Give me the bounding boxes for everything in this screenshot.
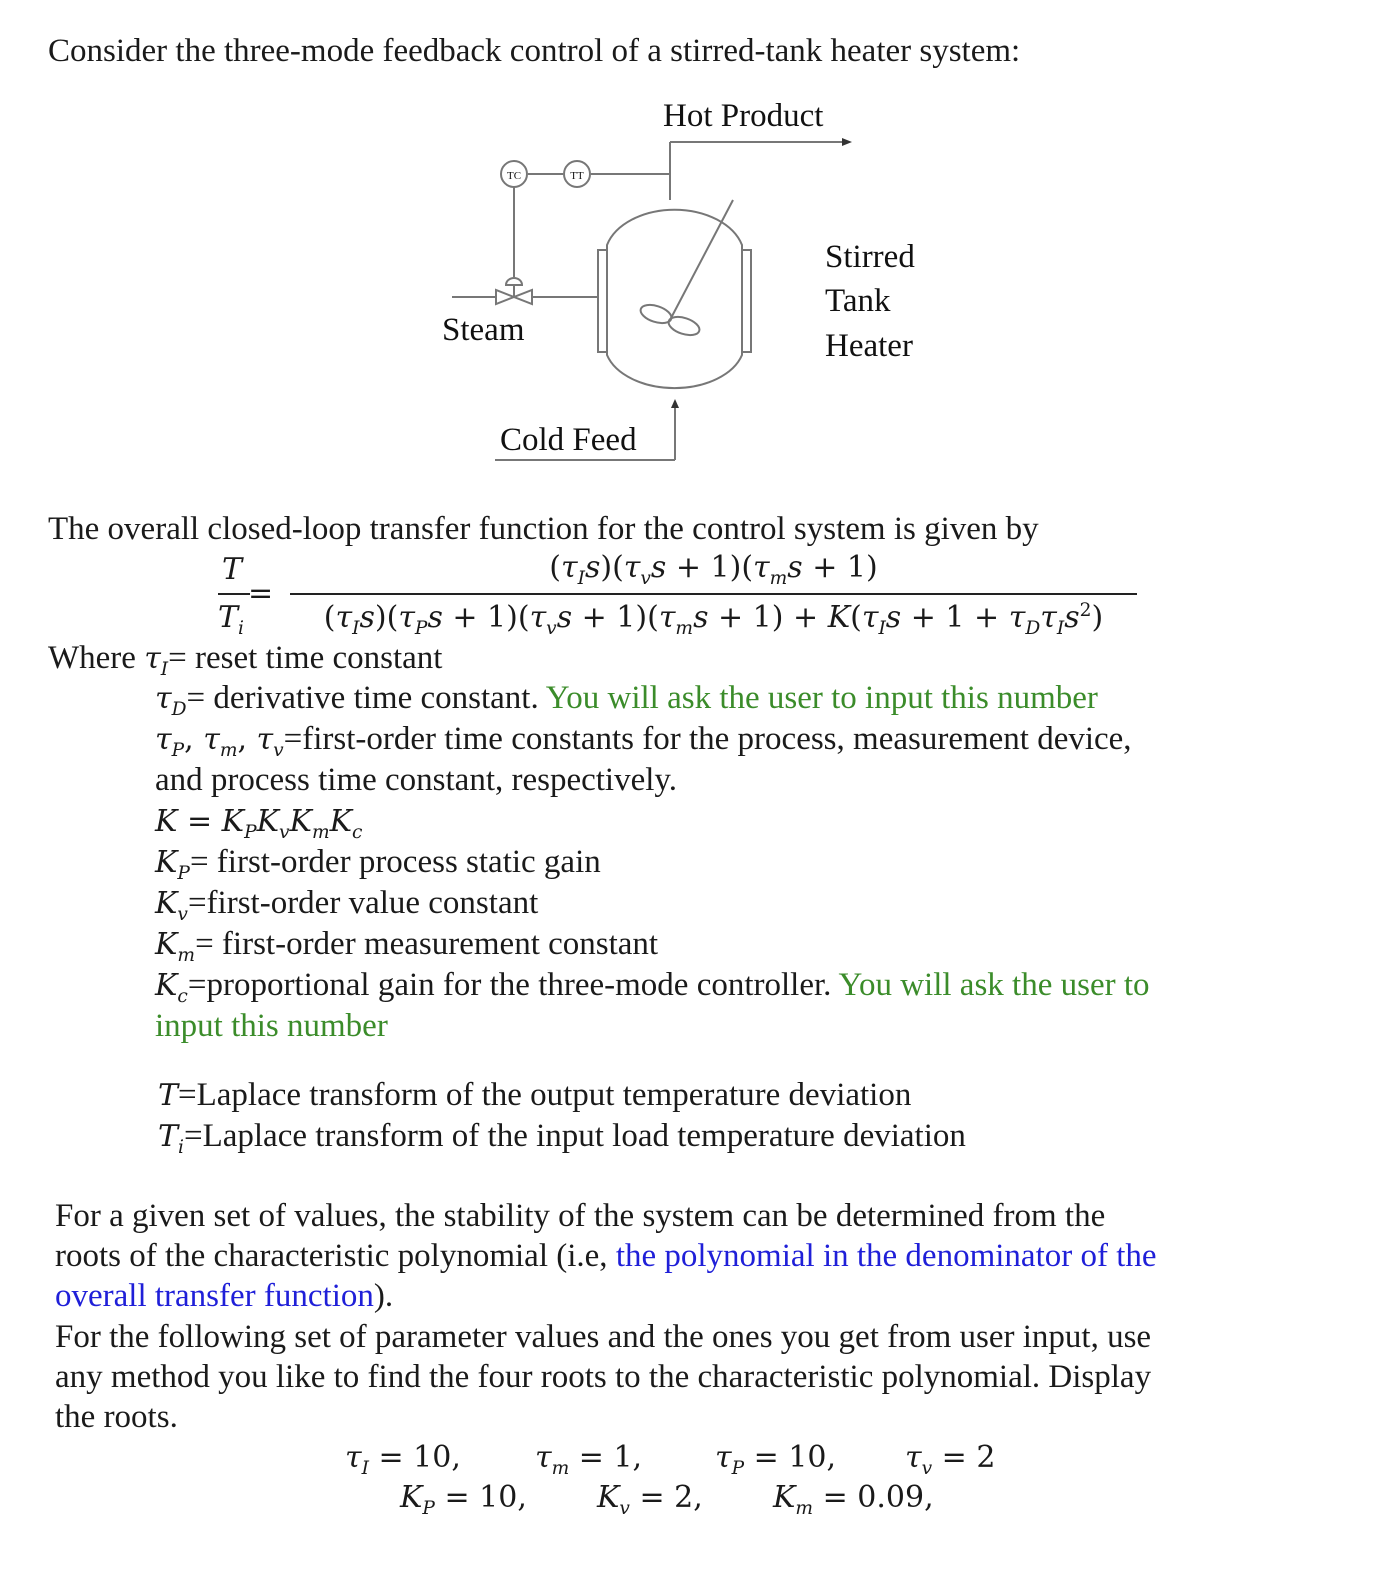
math-token: , [184, 722, 204, 757]
math-token: τ [345, 1440, 362, 1475]
math-token: = [177, 804, 222, 839]
math-token: τ [905, 1440, 922, 1475]
fraction-bar [290, 593, 1137, 595]
stability-line-6: the roots. [55, 1399, 178, 1435]
tau-i-symbol [144, 641, 169, 680]
math-subscript: I [577, 568, 585, 589]
stability-line-5: any method you like to find the four roots to the characteristic polynomial. Display [55, 1359, 1152, 1395]
math-token: s [584, 550, 601, 585]
stability-line-4: For the following set of parameter values and the ones you get from user input, use [55, 1319, 1152, 1355]
def-kv [155, 883, 538, 924]
kc-user-input-note-cont: input this number [155, 1008, 388, 1044]
def-tau-i [48, 638, 442, 679]
math-token: τ [623, 550, 641, 585]
math-token: + 1)( [666, 550, 754, 585]
math-subscript: m [675, 618, 694, 639]
math-token: τ [861, 600, 879, 635]
tau-pmv-desc: =first-order time constants for the process, measurement device, [283, 721, 1132, 757]
tf-numerator [290, 548, 1137, 588]
math-subscript: v [273, 740, 284, 761]
tau-i-desc: = reset time constant [168, 640, 443, 676]
tau-d-symbol [155, 681, 187, 720]
km-desc: = first-order measurement constant [195, 926, 659, 962]
math-token: = 10, [744, 1440, 837, 1475]
arrow-icon [842, 138, 852, 146]
math-token: K [155, 927, 178, 962]
tf-lhs-denominator [218, 598, 244, 638]
math-token: K [827, 600, 851, 635]
def-ti [158, 1116, 966, 1157]
math-token: τ [335, 600, 353, 635]
math-token: τ [256, 722, 274, 757]
param-km [773, 1478, 934, 1518]
math-token: + 1)( [572, 600, 659, 635]
stability-line-2 [55, 1236, 1157, 1276]
jacket-left [598, 250, 607, 352]
math-token: s [693, 600, 709, 635]
math-token: K [155, 968, 178, 1003]
math-token: τ [715, 1440, 732, 1475]
math-subscript: i [238, 618, 244, 639]
math-token: K [329, 804, 352, 839]
def-tau-pmv-cont: and process time constant, respectively. [155, 762, 678, 798]
math-token: = 1, [569, 1440, 643, 1475]
def-k-equation [155, 802, 362, 842]
math-subscript: v [640, 568, 651, 589]
math-token: K [155, 845, 178, 880]
math-token: + 1)( [442, 600, 530, 635]
math-token: τ [155, 722, 172, 757]
math-subscript: i [178, 1137, 184, 1158]
math-token: s [556, 600, 573, 635]
param-tau-v [905, 1438, 995, 1478]
math-token: K [400, 1480, 423, 1515]
math-token: + 1) + [708, 600, 828, 635]
math-token: K [256, 804, 279, 839]
math-subscript: I [878, 618, 886, 639]
math-token: ) [1091, 600, 1104, 635]
overall-tf-text: The overall closed-loop transfer function for the control system is given by [48, 511, 1039, 547]
math-subscript: P [422, 1498, 435, 1519]
math-subscript: m [795, 1498, 814, 1519]
t-desc: =Laplace transform of the output temperature deviation [178, 1077, 912, 1113]
math-subscript: I [361, 1458, 369, 1479]
stirred-tank-heater-diagram [430, 90, 950, 470]
math-superscript: 2 [1079, 600, 1092, 621]
math-token: K [155, 804, 178, 839]
math-token: τ [1008, 600, 1026, 635]
kv-symbol [155, 886, 188, 925]
kc-symbol [155, 968, 188, 1007]
math-token: T [222, 552, 243, 587]
kc-user-input-note: You will ask the user to [838, 967, 1150, 1003]
cold-feed-label: Cold Feed [500, 422, 637, 458]
math-subscript: P [731, 1458, 745, 1479]
stirred-label: Stirred [825, 239, 915, 275]
math-token: τ [561, 550, 578, 585]
t-symbol [158, 1078, 178, 1113]
param-kp [400, 1478, 527, 1518]
tf-lhs-numerator [222, 550, 242, 590]
stability-line-1: For a given set of values, the stability of the system can be determined from the [55, 1198, 1106, 1234]
math-subscript: c [177, 986, 188, 1007]
math-subscript: I [160, 659, 169, 680]
math-subscript: D [1025, 618, 1041, 639]
math-token: , [237, 722, 257, 757]
intro-text: Consider the three-mode feedback control of a stirred-tank heater system: [48, 33, 1021, 69]
math-token: τ [203, 722, 220, 757]
param-kv [597, 1478, 703, 1518]
math-subscript: m [219, 740, 238, 761]
kp-symbol [155, 845, 190, 884]
math-subscript: v [921, 1458, 933, 1479]
param-tau-p [715, 1438, 836, 1478]
tau-d-user-input-note: You will ask the user to input this number [545, 680, 1098, 716]
math-subscript: v [546, 618, 557, 639]
math-token: )( [374, 600, 399, 635]
kv-desc: =first-order value constant [187, 885, 539, 921]
math-token: ( [549, 550, 561, 585]
math-token: = 10, [368, 1440, 461, 1475]
def-km [155, 924, 658, 965]
agitator-shaft [670, 200, 733, 320]
math-token: τ [1040, 600, 1057, 635]
math-subscript: v [279, 822, 290, 843]
math-token: = 10, [434, 1480, 527, 1515]
def-kc [155, 965, 1150, 1006]
math-subscript: c [352, 822, 363, 843]
math-subscript: I [352, 618, 360, 639]
math-subscript: m [311, 822, 330, 843]
math-token: T [218, 600, 239, 635]
math-token: τ [535, 1440, 552, 1475]
math-token: τ [398, 600, 415, 635]
math-token: τ [155, 681, 172, 716]
math-subscript: P [414, 618, 428, 639]
kp-desc: = first-order process static gain [189, 844, 601, 880]
math-token: s [1064, 600, 1080, 635]
math-token: s [650, 550, 667, 585]
math-subscript: D [171, 699, 187, 720]
math-subscript: m [769, 568, 788, 589]
math-token: K [221, 804, 245, 839]
tau-pmv-symbol [155, 722, 284, 761]
tc-label: TC [506, 170, 522, 182]
def-t [158, 1075, 911, 1116]
math-subscript: P [244, 822, 257, 843]
kc-desc: =proportional gain for the three-mode controller. [187, 967, 839, 1003]
math-token: τ [753, 550, 770, 585]
highlight-text: the polynomial in the denominator of the [615, 1238, 1157, 1274]
math-subscript: m [551, 1458, 570, 1479]
def-tau-d [155, 678, 1098, 719]
math-token: = 0.09, [813, 1480, 934, 1515]
def-kp [155, 842, 601, 883]
math-token: + 1) [802, 550, 878, 585]
math-token: K [289, 804, 312, 839]
fraction-bar [218, 593, 250, 595]
math-subscript: P [171, 740, 185, 761]
stability-text: ). [373, 1278, 394, 1314]
math-subscript: m [177, 945, 196, 966]
math-token: = 2, [629, 1480, 703, 1515]
math-subscript: v [177, 904, 188, 925]
math-subscript: v [619, 1498, 630, 1519]
math-token: = 2 [932, 1440, 996, 1475]
math-token: ( [850, 600, 862, 635]
steam-label: Steam [442, 312, 525, 348]
math-token: T [158, 1078, 179, 1113]
math-token: τ [529, 600, 547, 635]
math-token: τ [658, 600, 676, 635]
math-token: K [597, 1480, 620, 1515]
param-tau-m [535, 1438, 642, 1478]
hot-product-label: Hot Product [663, 98, 824, 134]
math-token: T [158, 1119, 179, 1154]
tank-body [607, 210, 742, 388]
math-subscript: I [1056, 618, 1065, 639]
tf-equals: = [248, 576, 274, 611]
heater-label: Heater [825, 328, 913, 364]
math-token: s [787, 550, 803, 585]
math-token: K [155, 886, 178, 921]
def-tau-pmv [155, 719, 1132, 760]
math-token: τ [144, 641, 161, 676]
propeller-icon [666, 313, 701, 338]
ti-desc: =Laplace transform of the input load temperature deviation [183, 1118, 966, 1154]
jacket-right [742, 250, 751, 352]
tau-d-desc: = derivative time constant. [186, 680, 546, 716]
math-token: ( [323, 600, 336, 635]
math-token: s [885, 600, 902, 635]
tf-denominator [290, 598, 1137, 638]
param-tau-i [345, 1438, 461, 1478]
math-token: )( [600, 550, 624, 585]
stability-line-3 [55, 1276, 393, 1316]
math-token: s [427, 600, 443, 635]
stability-text: roots of the characteristic polynomial (i.e, [55, 1238, 616, 1274]
math-token: + 1 + [901, 600, 1009, 635]
km-symbol [155, 927, 196, 966]
where-label: Where [48, 640, 145, 676]
highlight-text: overall transfer function [55, 1278, 374, 1314]
math-token: s [359, 600, 375, 635]
valve-actuator-icon [506, 278, 522, 285]
math-token: K [773, 1480, 796, 1515]
tank-label: Tank [825, 283, 891, 319]
arrow-icon [671, 399, 679, 408]
ti-symbol [158, 1119, 184, 1158]
math-subscript: P [177, 863, 190, 884]
tt-label: TT [570, 170, 584, 182]
